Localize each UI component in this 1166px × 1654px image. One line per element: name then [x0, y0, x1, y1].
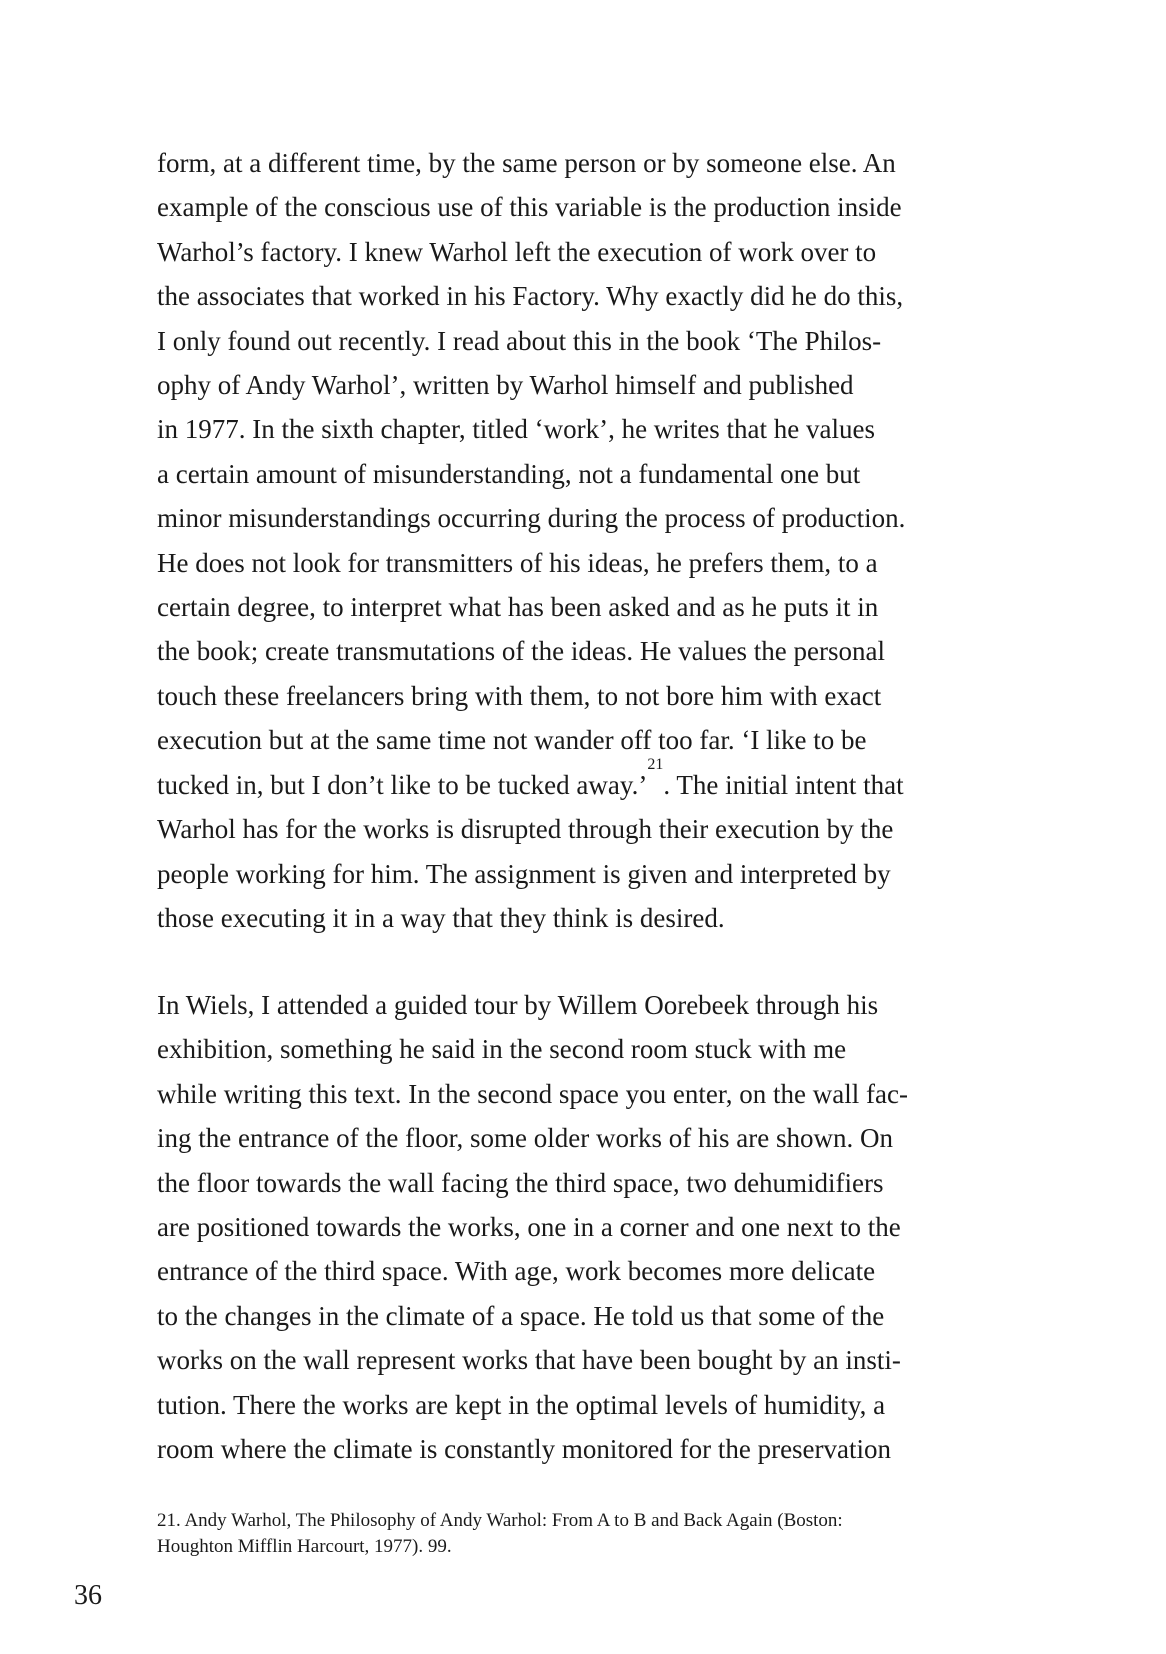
text-line: works on the wall represent works that have been bought by an insti-	[157, 1345, 901, 1376]
text-line: a certain amount of misunderstanding, not a fundamental one but	[157, 458, 861, 489]
footnote	[157, 1508, 1017, 1560]
text-line: the floor towards the wall facing the third space, two dehumidifiers	[157, 1167, 884, 1198]
text-line: touch these freelancers bring with them, to not bore him with exact	[157, 680, 882, 711]
text-line: to the changes in the climate of a space. He told us that some of the	[157, 1300, 885, 1331]
text-line: the associates that worked in his Factory. Why exactly did he do this,	[157, 281, 904, 312]
text-line-with-footnote-ref	[157, 755, 1017, 807]
text-line: those executing it in a way that they think is desired.	[157, 902, 725, 933]
text-segment: . The initial intent that	[663, 769, 904, 800]
text-line: He does not look for transmitters of his ideas, he prefers them, to a	[157, 547, 878, 578]
text-line: I only found out recently. I read about this in the book ‘The Philos-	[157, 325, 882, 356]
text-line: Warhol’s factory. I knew Warhol left the execution of work over to	[157, 236, 877, 267]
footnote-reference[interactable]: 21	[647, 755, 664, 773]
text-line: the book; create transmutations of the ideas. He values the personal	[157, 636, 886, 667]
text-line: minor misunderstandings occurring during the process of production.	[157, 503, 906, 534]
text-segment: tucked in, but I don’t like to be tucked away.’	[157, 769, 648, 800]
text-line: while writing this text. In the second space you enter, on the wall fac-	[157, 1078, 908, 1109]
text-line: entrance of the third space. With age, work becomes more delicate	[157, 1256, 876, 1287]
text-line: people working for him. The assignment is given and interpreted by	[157, 858, 891, 889]
text-line: are positioned towards the works, one in a corner and one next to the	[157, 1212, 901, 1243]
text-line: In Wiels, I attended a guided tour by Willem Oorebeek through his	[157, 990, 879, 1020]
text-line: ing the entrance of the floor, some older works of his are shown. On	[157, 1123, 893, 1154]
text-line: execution but at the same time not wander off too far. ‘I like to be	[157, 725, 867, 756]
text-line: example of the conscious use of this variable is the production inside	[157, 192, 902, 223]
body-paragraph-2	[157, 983, 1017, 1471]
page-number: 36	[74, 1580, 102, 1611]
text-line: form, at a different time, by the same person or by someone else. An	[157, 148, 896, 178]
text-line: certain degree, to interpret what has been asked and as he puts it in	[157, 592, 879, 623]
text-line: ophy of Andy Warhol’, written by Warhol himself and published	[157, 370, 854, 401]
body-paragraph-1	[157, 141, 1017, 940]
text-line: tution. There the works are kept in the optimal levels of humidity, a	[157, 1389, 886, 1420]
text-line: room where the climate is constantly monitored for the preservation	[157, 1434, 892, 1465]
footnote-line: 21. Andy Warhol, The Philosophy of Andy Warhol: From A to B and Back Again (Boston:	[157, 1510, 843, 1531]
text-line: exhibition, something he said in the second room stuck with me	[157, 1034, 847, 1065]
text-line: Warhol has for the works is disrupted through their execution by the	[157, 814, 894, 845]
footnote-line: Houghton Mifflin Harcourt, 1977). 99.	[157, 1536, 452, 1557]
text-line: in 1977. In the sixth chapter, titled ‘work’, he writes that he values	[157, 414, 875, 445]
